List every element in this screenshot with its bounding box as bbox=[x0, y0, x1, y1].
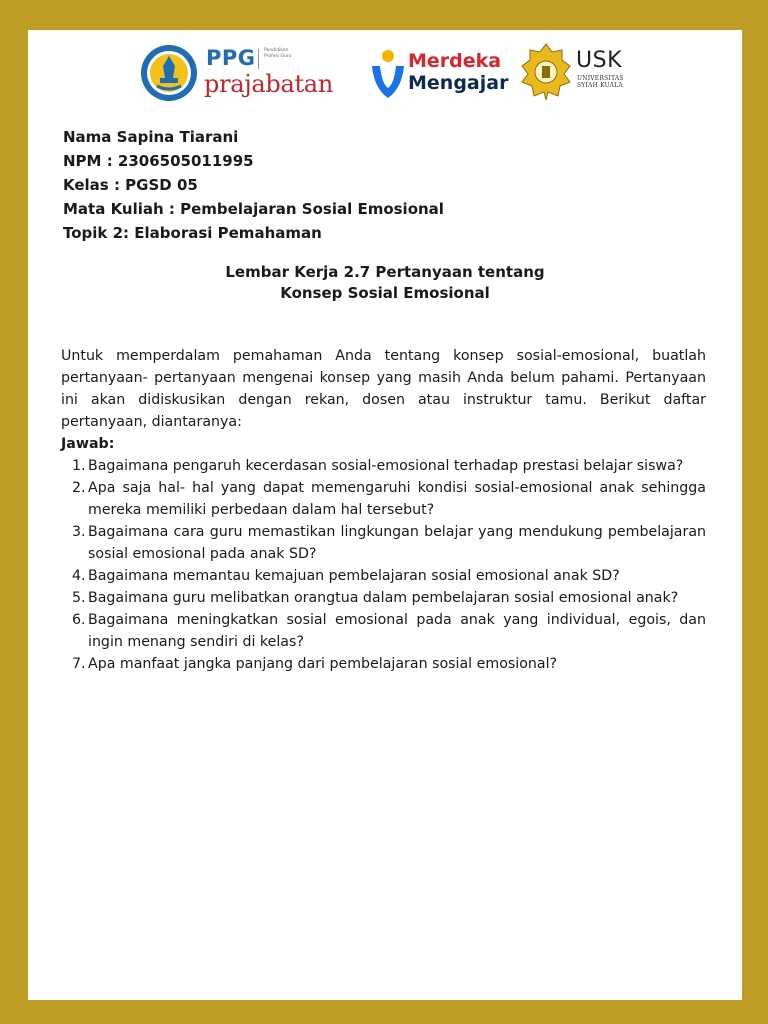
course-name: Mata Kuliah : Pembelajaran Sosial Emosional bbox=[63, 200, 444, 218]
student-name: Nama Sapina Tiarani bbox=[63, 128, 239, 146]
logo-header bbox=[28, 30, 742, 120]
usk-title: USK bbox=[576, 48, 622, 73]
ppg-main-text: prajabatan bbox=[204, 70, 333, 98]
kemendikbud-logo-icon bbox=[140, 44, 198, 102]
usk-logo bbox=[576, 48, 646, 98]
usk-line-1: UNIVERSITAS bbox=[577, 75, 624, 82]
merdeka-mengajar-logo bbox=[408, 50, 518, 100]
worksheet-title-line-1: Lembar Kerja 2.7 Pertanyaan tentang bbox=[225, 263, 545, 281]
list-item: 5. Bagaimana guru melibatkan orangtua dalam pembelajaran sosial emosional anak? bbox=[72, 590, 679, 606]
worksheet-title-line-2: Konsep Sosial Emosional bbox=[280, 284, 490, 302]
ppg-prajabatan-logo bbox=[204, 44, 354, 104]
list-item: 4. Bagaimana memantau kemajuan pembelajaran sosial emosional anak SD? bbox=[72, 568, 620, 584]
list-item: 2. Apa saja hal- hal yang dapat memengaruhi kondisi sosial-emosional anak sehingga mereka memiliki perbedaan dalam hal tersebut? bbox=[72, 480, 706, 518]
student-info bbox=[63, 125, 444, 245]
question-list bbox=[61, 455, 706, 675]
merdeka-text: Merdeka bbox=[408, 50, 502, 72]
usk-line-2: SYIAH KUALA bbox=[577, 82, 623, 89]
topic-name: Topik 2: Elaborasi Pemahaman bbox=[63, 224, 322, 242]
intro-paragraph: Untuk memperdalam pemahaman Anda tentang konsep sosial-emosional, buatlah pertanyaan- pertanyaan mengenai konsep yang masih Anda belum pahami. Pertanyaan ini akan didiskusikan dengan rekan, dosen atau instruktur tamu. Berikut daftar pertanyaan, diantaranya: bbox=[61, 348, 706, 430]
list-item: 3. Bagaimana cara guru memastikan lingkungan belajar yang mendukung pembelajaran sosial emosional pada anak SD? bbox=[72, 524, 706, 562]
merdeka-mengajar-icon bbox=[368, 48, 408, 104]
answer-label: Jawab: bbox=[61, 436, 115, 452]
document-page bbox=[28, 30, 742, 1000]
ppg-separator bbox=[258, 49, 259, 69]
student-npm: NPM : 2306505011995 bbox=[63, 152, 254, 170]
worksheet-body bbox=[61, 345, 706, 675]
ppg-small-text: Pendidikan Profesi Guru bbox=[264, 48, 292, 59]
student-class: Kelas : PGSD 05 bbox=[63, 176, 198, 194]
ppg-title: PPG bbox=[206, 46, 256, 70]
list-item: 1. Bagaimana pengaruh kecerdasan sosial-emosional terhadap prestasi belajar siswa? bbox=[72, 458, 684, 474]
usk-seal-icon bbox=[520, 42, 572, 102]
mengajar-text: Mengajar bbox=[408, 72, 509, 94]
worksheet-title bbox=[28, 262, 742, 304]
list-item: 6. Bagaimana meningkatkan sosial emosional pada anak yang individual, egois, dan ingin menang sendiri di kelas? bbox=[72, 612, 706, 650]
list-item: 7. Apa manfaat jangka panjang dari pembelajaran sosial emosional? bbox=[72, 656, 558, 672]
usk-subtitle bbox=[577, 75, 624, 89]
